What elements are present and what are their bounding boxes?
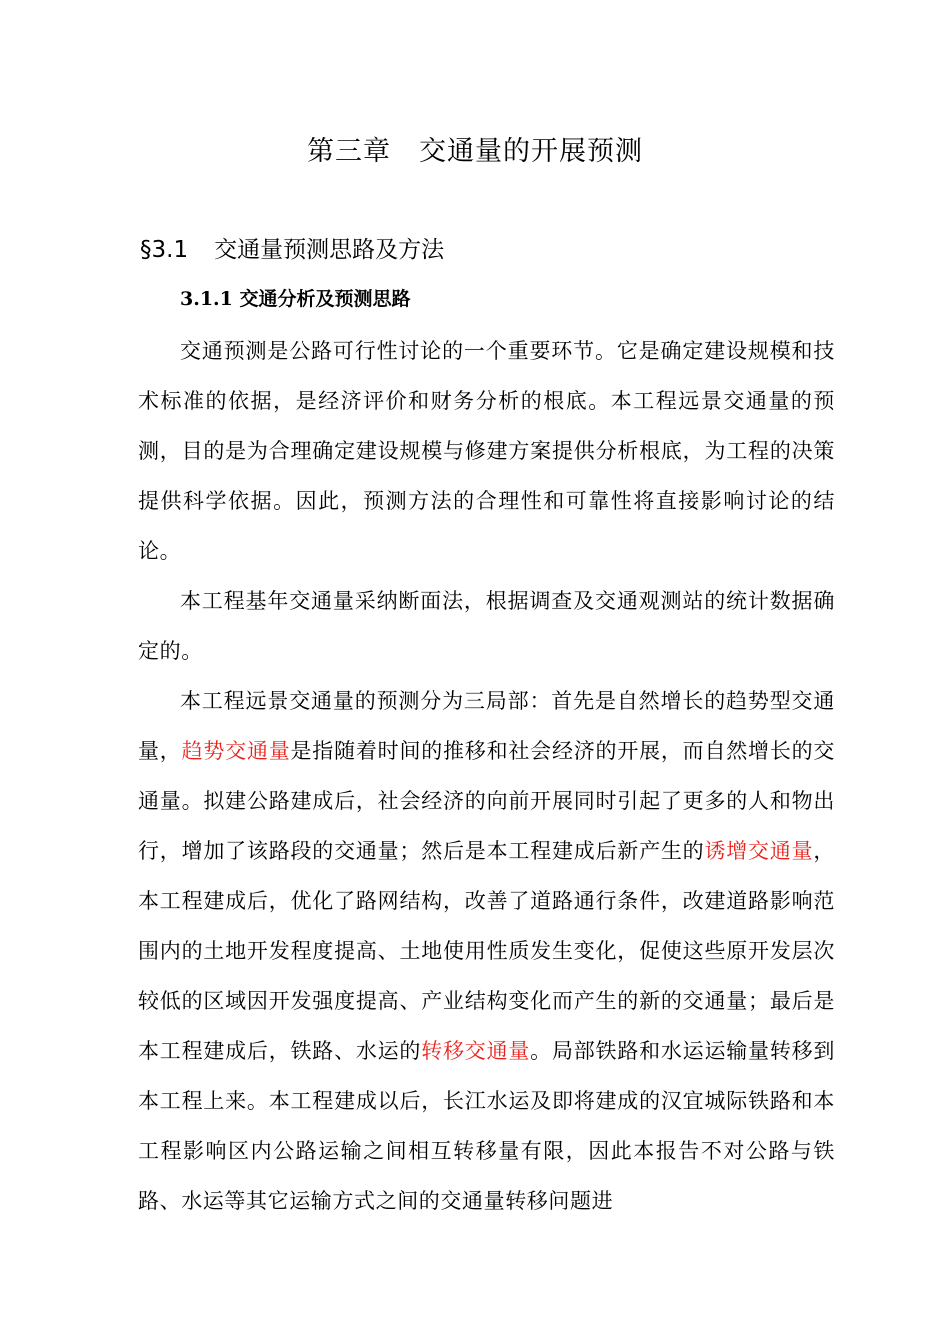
paragraph-1: 交通预测是公路可行性讨论的一个重要环节。它是确定建设规模和技术标准的依据，是经济评价和财务分析的根底。本工程远景交通量的预测，目的是为合理确定建设规模与修建方案提供分析根底，为工程的决策提供科学依据。因此，预测方法的合理性和可靠性将直接影响讨论的结论。 [138, 339, 835, 563]
body-text [138, 326, 835, 1226]
section-title-text: 交通量预测思路及方法 [214, 237, 445, 263]
highlight-induced-traffic: 诱增交通量 [704, 839, 814, 863]
paragraph-3-segment: ，本工程建成后，优化了路网结构，改善了道路通行条件，改建道路影响范围内的土地开发程度提高、土地使用性质发生变化，促使这些原开发层次较低的区域因开发强度提高、产业结构变化而产生的新的交通量；最后是本工程建成后，铁路、水运的 [138, 839, 835, 1063]
highlight-transferred-traffic: 转移交通量 [421, 1039, 531, 1063]
subsection-title: 3.1.1 交通分析及预测思路 [180, 288, 411, 310]
paragraph-3-segment: 本工程远景交通量的预测分为三局部：首先是自然增长的趋势型交通量， [138, 689, 835, 763]
paragraph-3 [138, 676, 835, 1226]
highlight-trend-traffic: 趋势交通量 [181, 739, 291, 763]
chapter-title: 第三章 交通量的开展预测 [307, 136, 643, 167]
paragraph-3-segment: 。局部铁路和水运运输量转移到本工程上来。本工程建成以后，长江水运及即将建成的汉宜城际铁路和本工程影响区内公路运输之间相互转移量有限，因此本报告不对公路与铁路、水运等其它运输方式之间的交通量转移问题进 [138, 1039, 835, 1213]
paragraph-3-segment: 是指随着时间的推移和社会经济的开展，而自然增长的交通量。拟建公路建成后，社会经济的向前开展同时引起了更多的人和物出行，增加了该路段的交通量；然后是本工程建成后新产生的 [138, 739, 836, 863]
paragraph-2: 本工程基年交通量采纳断面法，根据调查及交通观测站的统计数据确定的。 [138, 589, 835, 663]
section-number: §3.1 [140, 237, 189, 263]
section-heading [140, 232, 444, 268]
